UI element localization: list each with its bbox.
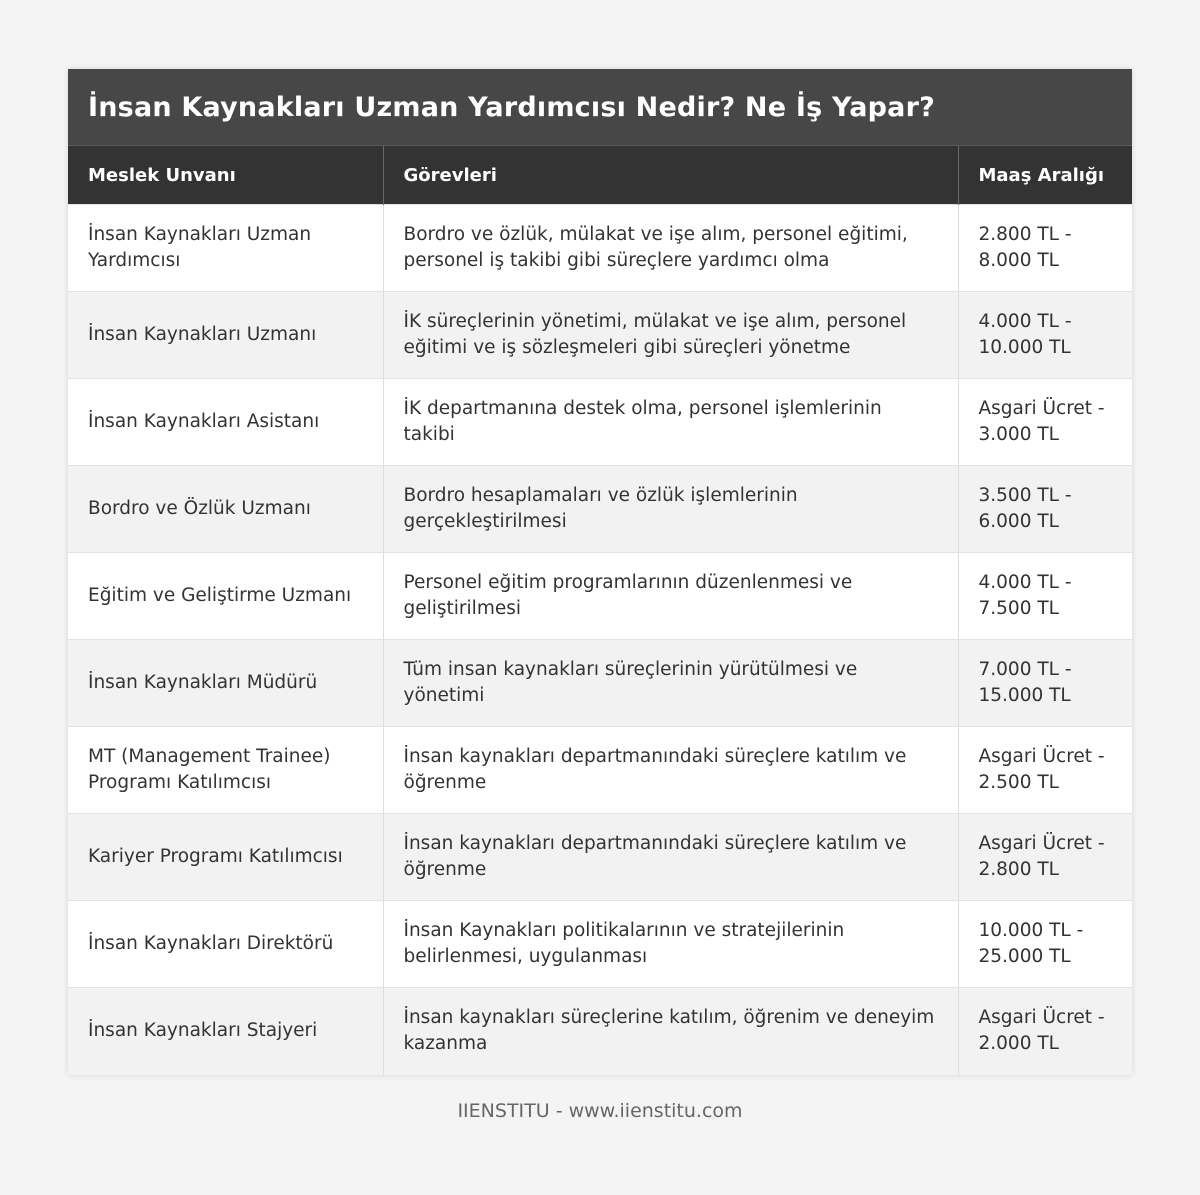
table-header [68,146,1132,205]
cell-duties: İnsan kaynakları süreçlerine katılım, öğrenim ve deneyim kazanma [383,988,958,1075]
table-row [68,814,1132,901]
cell-duties: İnsan kaynakları departmanındaki süreçlere katılım ve öğrenme [383,814,958,901]
title-bar [68,69,1132,145]
table-row [68,901,1132,988]
cell-job-title: İnsan Kaynakları Direktörü [68,901,383,988]
table-row [68,640,1132,727]
table-row [68,553,1132,640]
cell-salary: Asgari Ücret - 2.500 TL [958,727,1132,814]
cell-duties: İnsan kaynakları departmanındaki süreçlere katılım ve öğrenme [383,727,958,814]
cell-duties: İK departmanına destek olma, personel işlemlerinin takibi [383,379,958,466]
cell-job-title: İnsan Kaynakları Asistanı [68,379,383,466]
job-table [68,145,1132,1075]
table-body [68,205,1132,1075]
table-row [68,466,1132,553]
cell-job-title: İnsan Kaynakları Müdürü [68,640,383,727]
table-row [68,292,1132,379]
cell-salary: 4.000 TL - 7.500 TL [958,553,1132,640]
cell-job-title: İnsan Kaynakları Uzman Yardımcısı [68,205,383,292]
cell-duties: İnsan Kaynakları politikalarının ve stratejilerinin belirlenmesi, uygulanması [383,901,958,988]
cell-salary: Asgari Ücret - 2.000 TL [958,988,1132,1075]
content-card [68,69,1132,1075]
header-cell-salary: Maaş Aralığı [958,146,1132,205]
cell-salary: 3.500 TL - 6.000 TL [958,466,1132,553]
cell-salary: 7.000 TL - 15.000 TL [958,640,1132,727]
cell-job-title: MT (Management Trainee) Programı Katılımcısı [68,727,383,814]
cell-duties: Bordro ve özlük, mülakat ve işe alım, personel eğitimi, personel iş takibi gibi süreçlere yardımcı olma [383,205,958,292]
cell-duties: İK süreçlerinin yönetimi, mülakat ve işe alım, personel eğitimi ve iş sözleşmeleri gibi süreçleri yönetme [383,292,958,379]
cell-job-title: İnsan Kaynakları Stajyeri [68,988,383,1075]
cell-duties: Personel eğitim programlarının düzenlenmesi ve geliştirilmesi [383,553,958,640]
cell-job-title: İnsan Kaynakları Uzmanı [68,292,383,379]
cell-duties: Tüm insan kaynakları süreçlerinin yürütülmesi ve yönetimi [383,640,958,727]
cell-job-title: Kariyer Programı Katılımcısı [68,814,383,901]
cell-salary: 10.000 TL - 25.000 TL [958,901,1132,988]
table-row [68,727,1132,814]
cell-job-title: Eğitim ve Geliştirme Uzmanı [68,553,383,640]
table-row [68,379,1132,466]
header-cell-title: Meslek Unvanı [68,146,383,205]
footer-credit: IIENSTITU - www.iienstitu.com [457,1100,743,1122]
cell-duties: Bordro hesaplamaları ve özlük işlemlerinin gerçekleştirilmesi [383,466,958,553]
header-cell-duties: Görevleri [383,146,958,205]
cell-salary: Asgari Ücret - 2.800 TL [958,814,1132,901]
table-row [68,205,1132,292]
cell-salary: 2.800 TL - 8.000 TL [958,205,1132,292]
table-row [68,988,1132,1075]
cell-salary: 4.000 TL - 10.000 TL [958,292,1132,379]
cell-job-title: Bordro ve Özlük Uzmanı [68,466,383,553]
page-title: İnsan Kaynakları Uzman Yardımcısı Nedir? Ne İş Yapar? [88,91,935,123]
cell-salary: Asgari Ücret - 3.000 TL [958,379,1132,466]
header-row [68,146,1132,205]
